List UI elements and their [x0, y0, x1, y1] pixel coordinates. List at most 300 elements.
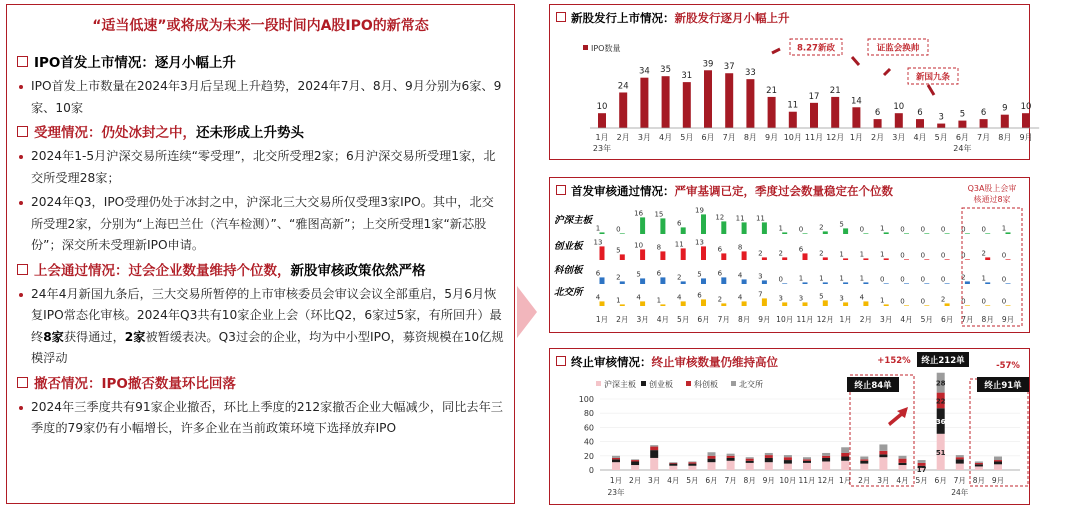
data-label: 0 [1001, 275, 1007, 284]
bar [823, 282, 828, 284]
bar-segment [669, 463, 677, 464]
tick-label: 3月 [636, 315, 649, 324]
bar [945, 303, 950, 306]
bar-segment [879, 454, 887, 457]
bar-segment [899, 465, 907, 470]
bar-segment [956, 457, 964, 459]
tick-label: 3月 [648, 476, 661, 485]
bar-segment [860, 464, 868, 470]
data-label: 0 [1001, 251, 1007, 260]
data-label: 0 [961, 225, 966, 234]
bar [660, 277, 665, 284]
pointer-arrow [852, 57, 859, 65]
bar [803, 253, 808, 260]
tick-label: 4月 [659, 133, 673, 142]
data-label: 0 [1001, 297, 1007, 306]
section-heading-red: 受理情况：仍处冰封之中， [34, 125, 196, 141]
bar-segment [994, 461, 1002, 464]
legend-label: 北交所 [739, 380, 763, 389]
data-label: 31 [681, 71, 693, 82]
section-heading-black: 还未形成上升势头 [196, 125, 304, 141]
bar [721, 277, 726, 284]
data-label: 4 [859, 293, 865, 302]
tick-label: 8月 [998, 133, 1012, 142]
data-label: 6 [595, 269, 601, 278]
data-label: 4 [636, 293, 641, 302]
bar [843, 282, 848, 284]
bar-segment [803, 461, 811, 463]
data-label: 6 [656, 269, 662, 278]
section-withdrawal [17, 373, 505, 395]
bar-segment [841, 453, 849, 457]
data-label: 36 [935, 418, 946, 427]
data-label: 3 [839, 294, 844, 303]
bar [681, 281, 686, 284]
bar-segment [708, 452, 716, 456]
bar [863, 258, 868, 260]
bar [762, 222, 767, 234]
year-label: 24年 [953, 144, 972, 153]
bar [742, 251, 747, 260]
bar-segment [708, 456, 716, 459]
data-label: 37 [723, 62, 735, 73]
y-tick-label: 0 [588, 466, 594, 475]
bar [937, 124, 945, 128]
termination-chart-panel [549, 348, 1030, 505]
bar [782, 257, 787, 260]
bar-segment [631, 460, 639, 461]
highlight-label: 核通过8家 [973, 195, 1011, 204]
chart-title [556, 354, 778, 370]
bar [600, 246, 605, 260]
bar [863, 282, 868, 284]
tick-label: 4月 [900, 315, 913, 324]
section-ipo-listing [17, 52, 505, 74]
highlight-label: Q3A股上会审 [967, 184, 1017, 193]
data-label: 33 [744, 68, 756, 79]
legend-swatch [731, 381, 736, 386]
data-label: 0 [778, 275, 783, 284]
bar [904, 283, 909, 284]
bar-segment [975, 463, 983, 464]
row-label: 北交所 [554, 287, 583, 298]
annotation-label: +152% [877, 356, 911, 366]
data-label: 39 [702, 59, 714, 70]
bar [965, 281, 970, 284]
bullet-text: 24年4月新国九条后，三大交易所暂停的上市审核委员会审议会议全部重启，5月6月恢复IPO常态化审核。2024年Q3共有10家企业上会（环比Q2，6家过5家，有所回升）最终 [31, 286, 502, 344]
data-label: 28 [935, 379, 946, 388]
data-label: 1 [595, 224, 601, 233]
data-label: 1 [656, 296, 662, 305]
data-label: 0 [981, 297, 986, 306]
bar [803, 282, 808, 284]
bar [640, 301, 645, 306]
data-label: 0 [900, 251, 905, 260]
bar [985, 233, 990, 234]
bar [1001, 115, 1009, 128]
bar-segment [708, 462, 716, 470]
bar-segment [899, 459, 907, 463]
data-label: 6 [697, 291, 702, 300]
data-label: 0 [900, 297, 905, 306]
data-label: 1 [859, 274, 865, 283]
bar-segment [631, 465, 639, 470]
bar [965, 259, 970, 260]
data-label: 2 [758, 249, 763, 258]
bar [789, 112, 797, 128]
data-label: 14 [850, 96, 862, 107]
data-label: 17 [808, 91, 820, 102]
data-label: 6 [874, 108, 881, 119]
data-label: 0 [920, 251, 926, 260]
row-label: 科创板 [554, 265, 583, 276]
pointer-arrow [772, 49, 780, 53]
bar [965, 233, 970, 234]
square-bullet-icon [556, 12, 566, 22]
bar-segment [727, 458, 735, 461]
bar [598, 113, 606, 128]
data-label: 2 [961, 273, 966, 282]
bar-segment [727, 454, 735, 456]
tick-label: 9月 [765, 133, 779, 142]
summary-title: “适当低速”或将成为未来一段时间内A股IPO的新常态 [92, 18, 429, 34]
bar [924, 233, 929, 234]
summary-content [17, 49, 505, 443]
data-label: 1 [798, 274, 804, 283]
data-label: 0 [879, 275, 885, 284]
tick-label: 11月 [796, 315, 814, 324]
bar [662, 76, 670, 128]
bar [620, 281, 625, 284]
bar [620, 304, 625, 306]
y-tick-label: 80 [583, 409, 594, 419]
bar-segment [669, 464, 677, 466]
bar [924, 305, 929, 306]
bar-segment [746, 463, 754, 470]
data-label: 0 [940, 225, 946, 234]
data-label: 5 [697, 270, 702, 279]
annotation-label: 证监会换帅 [876, 43, 920, 54]
bar [810, 103, 818, 128]
data-label: 0 [981, 225, 986, 234]
bar-segment [860, 457, 868, 460]
bar [762, 280, 767, 284]
bar-segment [822, 453, 830, 456]
bar-segment [631, 461, 639, 465]
bar [945, 233, 950, 234]
tick-label: 11月 [804, 133, 824, 142]
bar [863, 301, 868, 306]
tick-label: 2月 [859, 315, 873, 324]
data-label: 16 [634, 209, 644, 218]
tick-label: 1月 [595, 315, 609, 324]
tick-label: 9月 [762, 476, 775, 485]
tick-label: 4月 [667, 476, 680, 485]
bar-segment [727, 456, 735, 458]
bar [843, 258, 848, 260]
tick-label: 8月 [972, 476, 986, 485]
bar-segment [784, 455, 792, 457]
tick-label: 7月 [977, 133, 991, 142]
bar [620, 254, 625, 260]
bar [1022, 113, 1030, 128]
tick-label: 10月 [783, 133, 802, 142]
tick-label: 6月 [697, 315, 710, 324]
annotation-label: 终止84单 [854, 381, 892, 391]
data-label: 5 [839, 220, 844, 229]
bar [721, 221, 726, 234]
bar-segment [841, 447, 849, 453]
section-heading: IPO首发上市情况：逐月小幅上升 [34, 55, 236, 71]
bar [701, 214, 706, 234]
data-label: 11 [787, 100, 799, 111]
bar-segment [688, 461, 696, 462]
tick-label: 7月 [961, 315, 974, 324]
bar-segment [688, 464, 696, 466]
data-label: 2 [676, 273, 682, 282]
tick-label: 5月 [920, 315, 933, 324]
bar [1006, 283, 1011, 284]
bar [852, 107, 860, 128]
data-label: 5 [959, 109, 966, 120]
bar-segment [765, 453, 773, 455]
bar-segment [841, 457, 849, 461]
bar-segment [727, 461, 735, 470]
data-label: 9 [1002, 103, 1008, 114]
tick-label: 4月 [656, 315, 670, 324]
bar [965, 305, 970, 306]
arrow-right-icon [517, 286, 537, 338]
data-label: 1 [981, 274, 986, 283]
bar [904, 259, 909, 260]
bar-segment [650, 450, 658, 458]
bar-segment [612, 459, 620, 462]
data-label: 2 [717, 295, 723, 304]
tick-label: 1月 [849, 133, 863, 142]
data-label: 0 [900, 225, 905, 234]
tick-label: 8月 [737, 315, 751, 324]
bar-segment [956, 459, 964, 463]
data-label: 22 [935, 397, 946, 406]
data-label: 0 [961, 297, 966, 306]
tick-label: 4月 [896, 476, 909, 485]
data-label: 35 [660, 65, 672, 76]
bar [945, 283, 950, 284]
data-label: 8 [737, 243, 743, 252]
bar [895, 113, 903, 128]
bar [1006, 259, 1011, 260]
data-label: 7 [758, 290, 763, 299]
square-bullet-icon [17, 377, 28, 388]
data-label: 0 [940, 275, 946, 284]
data-label: 1 [839, 250, 844, 259]
bullet-item [17, 284, 505, 370]
bar [640, 249, 645, 260]
tick-label: 1月 [839, 315, 852, 324]
bar [721, 303, 726, 306]
bar-segment [860, 461, 868, 464]
bar [619, 92, 627, 128]
bar-segment [879, 444, 887, 450]
chart-title-black: 首发审核通过情况： [571, 184, 675, 198]
pointer-arrow [884, 69, 890, 75]
bar [701, 278, 706, 284]
data-label: 2 [819, 223, 824, 232]
bar-segment [879, 457, 887, 470]
tick-label: 7月 [722, 133, 736, 142]
tick-label: 2月 [871, 133, 885, 142]
square-bullet-icon [556, 185, 566, 195]
annotation-label: 终止91单 [984, 381, 1022, 391]
tick-label: 6月 [701, 133, 715, 142]
bar [742, 279, 747, 284]
tick-label: 7月 [953, 476, 966, 485]
data-label: 2 [819, 249, 824, 258]
tick-label: 5月 [915, 476, 928, 485]
data-label: 1 [778, 224, 783, 233]
data-label: 51 [935, 448, 946, 457]
tick-label: 3月 [637, 133, 651, 142]
ipo-listing-chart-panel [549, 4, 1033, 160]
annotation-label: 终止212单 [921, 356, 965, 366]
bold-text: 8家 [43, 329, 64, 344]
bar [843, 302, 848, 306]
bullet-text: 获得通过， [63, 329, 125, 344]
bar [1006, 305, 1011, 306]
data-label: 11 [735, 214, 745, 223]
tick-label: 8月 [981, 315, 994, 324]
bar [701, 246, 706, 260]
bar-segment [860, 459, 868, 460]
bar [640, 278, 645, 284]
bar-segment [975, 466, 983, 470]
bar [782, 232, 787, 234]
data-label: 2 [616, 273, 621, 282]
tick-label: 7月 [717, 315, 730, 324]
tick-label: 5月 [680, 133, 694, 142]
bar-segment [612, 458, 620, 459]
bar [831, 97, 839, 128]
tick-label: 5月 [934, 133, 948, 142]
data-label: 0 [798, 225, 804, 234]
bar [640, 217, 645, 234]
tick-label: 2月 [616, 315, 629, 324]
legend-swatch [596, 381, 601, 386]
bullet-item: 2024年Q3，IPO受理仍处于冰封之中，沪深北三大交易所仅受理3家IPO。其中，北交所受理2家，分别为“上海巴兰仕（汽车检测）”、“雅图高新”；上交所受理1家“新芯股份”；深交所未受理新IPO申请。 [17, 192, 505, 257]
bullet-text: 被暂缓表决。Q3过会的企业，均为中小型IPO，募资规模在10亿规模浮动 [31, 329, 504, 365]
data-label: 6 [917, 108, 923, 119]
tick-label: 3月 [892, 133, 906, 142]
data-label: 1 [879, 250, 885, 259]
bar [823, 300, 828, 306]
tick-label: 4月 [913, 133, 927, 142]
data-label: 5 [819, 292, 824, 301]
bar-segment [803, 463, 811, 470]
tick-label: 12月 [826, 133, 845, 142]
bar-segment [994, 457, 1002, 461]
data-label: 3 [758, 272, 763, 281]
highlight-box [962, 208, 1022, 326]
bar-segment [669, 466, 677, 470]
bar [725, 73, 733, 128]
bar [704, 70, 712, 128]
data-label: 8 [656, 243, 662, 252]
data-label: 1 [1001, 224, 1007, 233]
y-tick-label: 100 [578, 395, 594, 404]
bar [660, 251, 665, 260]
bar [762, 298, 767, 306]
bar [660, 304, 665, 306]
data-label: 10 [634, 241, 644, 250]
data-label: 10 [1020, 102, 1032, 113]
annotation-label: -57% [996, 361, 1020, 371]
section-acceptance [17, 122, 505, 144]
bar-segment [994, 464, 1002, 470]
approval-chart [550, 178, 1028, 331]
tick-label: 1月 [839, 476, 852, 485]
tick-label: 6月 [705, 476, 718, 485]
bar [924, 259, 929, 260]
data-label: 3 [938, 112, 944, 123]
legend-swatch [583, 45, 588, 50]
bar [1006, 232, 1011, 234]
data-label: 15 [654, 210, 664, 219]
bar [620, 233, 625, 234]
square-bullet-icon [556, 356, 566, 366]
data-label: 0 [961, 251, 966, 260]
bar-segment [746, 457, 754, 458]
bar [803, 302, 808, 306]
bar-segment [879, 451, 887, 455]
data-label: 21 [829, 85, 841, 96]
bar-segment [784, 457, 792, 460]
tick-label: 9月 [1019, 133, 1033, 142]
bar-segment [841, 461, 849, 470]
row-label: 沪深主板 [554, 215, 593, 226]
tick-label: 9月 [758, 315, 771, 324]
bar [884, 258, 889, 260]
chart-title-red: 严审基调已定，季度过会数量稳定在个位数 [674, 184, 893, 198]
tick-label: 1月 [595, 133, 609, 142]
bar [701, 299, 706, 306]
data-label: 4 [595, 293, 601, 302]
data-label: 6 [676, 219, 682, 228]
chart-title-black: 新股发行上市情况： [571, 11, 675, 25]
bar-segment [688, 462, 696, 463]
tick-label: 7月 [724, 476, 737, 485]
data-label: 2 [981, 249, 986, 258]
tick-label: 8月 [743, 476, 756, 485]
chart-title [556, 10, 790, 26]
bar [823, 231, 828, 234]
chart-title [556, 183, 893, 199]
y-tick-label: 40 [583, 437, 594, 447]
bar-segment [822, 461, 830, 470]
bar [782, 302, 787, 306]
bar-segment [994, 460, 1002, 461]
section-heading-black: 新股审核政策依然严格 [290, 262, 426, 279]
bar-segment [822, 456, 830, 458]
data-label: 2 [940, 295, 946, 304]
tick-label: 12月 [816, 315, 834, 324]
section-heading-red: 上会通过情况：过会企业数量维持个位数， [34, 262, 291, 279]
data-label: 6 [798, 245, 804, 254]
data-label: 2 [778, 249, 783, 258]
bar [924, 283, 929, 284]
year-label: 23年 [592, 144, 612, 153]
bullet-item: IPO首发上市数量在2024年3月后呈现上升趋势，2024年7月、8月、9月分别为6家、9家、10家 [17, 76, 505, 119]
bar [945, 259, 950, 260]
